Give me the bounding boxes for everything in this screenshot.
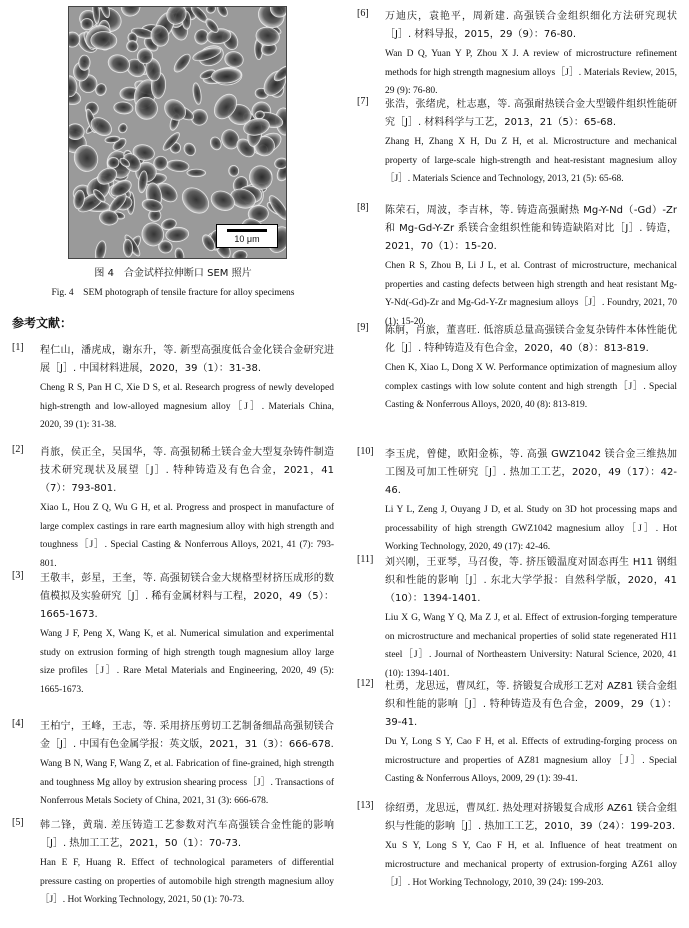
reference-en: Han E F, Huang R. Effect of technological parameters of differential pressure casting on properties of automobile high strength magnesium alloy［J］. Hot Working Technology, 2021, 50 (1): 70-73. [40, 858, 334, 905]
reference-number: [1] [12, 342, 24, 353]
sem-texture [69, 7, 286, 258]
dimple-mark [187, 169, 206, 177]
reference-item [357, 678, 677, 789]
dimple-mark [91, 31, 117, 49]
reference-zh: 王敬丰，彭星，王奎，等. 高强韧镁合金大规格型材挤压成形的数值模拟及实验研究［J］. 稀有金属材料与工程，2020，49（5）：1665-1673. [40, 573, 334, 620]
reference-item [12, 817, 334, 910]
figure-caption-en: Fig. 4 SEM photograph of tensile fracture for alloy specimens [51, 288, 295, 298]
reference-zh: 肖旅，侯正全，吴国华，等. 高强韧稀土镁合金大型复杂铸件制造技术研究现状及展望［J］. 特种铸造及有色合金，2021，41（7）：793-801. [40, 447, 334, 494]
reference-en: Du Y, Long S Y, Cao F H, et al. Effects of extruding-forging process on microstructure and properties of AZ81 magnesium alloy［J］. Special Casting & Nonferrous Alloys, 2009, 29 (1): 39-41. [385, 737, 677, 784]
reference-number: [5] [12, 817, 24, 828]
reference-zh: 刘兴刚，王亚琴，马召俊，等. 挤压锻温度对固态再生 H11 钢组织和性能的影响［J］. 东北大学学报：自然科学版，2020，41（10）：1394-1401. [385, 557, 677, 604]
reference-number: [7] [357, 96, 369, 107]
reference-item [357, 8, 677, 101]
reference-zh: 李玉虎，曾健，欧阳金栋，等. 高强 GWZ1042 镁合金三维热加工图及可加工性研究［J］. 热加工工艺，2020，49（17）：42-46. [385, 449, 677, 496]
reference-en: Wang B N, Wang F, Wang Z, et al. Fabrication of fine-grained, high strength and toughness Mg alloy by extrusion shearing process［J］. Transactions of Nonferrous Metals Society of China, 2021, 31 (3): 666-678. [40, 759, 334, 806]
reference-number: [11] [357, 554, 374, 565]
reference-item [357, 554, 677, 683]
reference-zh: 万迪庆，袁艳平，周新建. 高强镁合金组织细化方法研究现状［J］. 材料导报，2015，29（9）：76-80. [385, 11, 677, 40]
reference-zh: 杜勇，龙思远，曹凤红，等. 挤锻复合成形工艺对 AZ81 镁合金组织和性能的影响［J］. 特种铸造及有色合金，2009，29（1）：39-41. [385, 681, 677, 728]
reference-number: [4] [12, 718, 24, 729]
reference-number: [10] [357, 446, 374, 457]
reference-en: Wang J F, Peng X, Wang K, et al. Numerical simulation and experimental study on extrusion forming of high strength tough magnesium alloy large size profiles［J］. Rare Metal Materials and Engineering, 2020, 49 (5): 1665-1673. [40, 629, 334, 695]
figure-caption-zh: 图 4 合金试样拉伸断口 SEM 照片 [94, 268, 252, 279]
reference-number: [2] [12, 444, 24, 455]
reference-zh: 王柏宁，王峰，王志，等. 采用挤压剪切工艺制备细晶高强韧镁合金［J］. 中国有色金属学报：英文版，2021，31（3）：666-678. [40, 721, 334, 750]
reference-zh: 陈舸，肖旅，董喜旺. 低溶质总量高强镁合金复杂铸件本体性能优化［J］. 特种铸造及有色合金，2020，40（8）：813-819. [385, 325, 677, 354]
reference-number: [9] [357, 322, 369, 333]
reference-number: [6] [357, 8, 369, 19]
reference-zh: 韩二锋，黄瑞. 差压铸造工艺参数对汽车高强镁合金性能的影响［J］. 热加工工艺，2021，50（1）：70-73. [40, 820, 334, 849]
references-heading: 参考文献： [12, 316, 73, 330]
reference-item [357, 322, 677, 415]
reference-item [357, 202, 677, 331]
reference-en: Liu X G, Wang Y Q, Ma Z J, et al. Effect of extrusion-forging temperature on microstructure and mechanical properties of solid state regenerated H11 steel［J］. Journal of Northeastern University: Natural Science, 2020, 41 (10): 1394-1401. [385, 613, 677, 679]
reference-item [357, 800, 677, 893]
reference-number: [8] [357, 202, 369, 213]
scale-bar-line [227, 229, 267, 232]
reference-en: Chen K, Xiao L, Dong X W. Performance optimization of magnesium alloy complex castings with low solute content and high strength［J］. Special Casting & Nonferrous Alloys, 2020, 40 (8): 813-819. [385, 363, 677, 410]
reference-en: Li Y L, Zeng J, Ouyang J D, et al. Study on 3D hot processing maps and processability of high strength GWZ1042 magnesium alloy［J］. Hot Working Technology, 2020, 49 (17): 42-46. [385, 505, 677, 552]
reference-item [12, 444, 334, 573]
reference-en: Zhang H, Zhang X H, Du Z H, et al. Microstructure and mechanical property of large-scale high-strength and heat-resistant magnesium alloy［J］. Materials Science and Technology, 2013, 21 (5): 65-68. [385, 137, 677, 184]
reference-number: [12] [357, 678, 374, 689]
reference-zh: 张浩，张绪虎，杜志惠，等. 高强耐热镁合金大型锻件组织性能研究［J］. 材料科学与工艺，2013，21（5）：65-68. [385, 99, 677, 128]
reference-item [12, 570, 334, 699]
scale-bar-label: 10 μm [234, 233, 260, 244]
reference-en: Cheng R S, Pan H C, Xie D S, et al. Research progress of newly developed high-strength and low-alloyed magnesium alloy［J］. Materials China, 2020, 39 (1): 31-38. [40, 383, 334, 430]
sem-fracture-image [68, 6, 287, 259]
reference-en: Chen R S, Zhou B, Li J L, et al. Contrast of microstructure, mechanical properties and casting defects between high strength and heat resistant Mg-Y-Nd(-Gd)-Zr and Mg-Gd-Y-Zr magnesium alloys［J］. Foundry, 2021, 70 (1): 15-20. [385, 261, 677, 327]
reference-en: Wan D Q, Yuan Y P, Zhou X J. A review of microstructure refinement methods for high strength magnesium alloys［J］. Materials Review, 2015, 29 (9): 76-80. [385, 49, 677, 96]
reference-number: [3] [12, 570, 24, 581]
dimple-mark [78, 55, 90, 71]
reference-item [12, 718, 334, 811]
scale-bar [216, 224, 278, 248]
reference-zh: 陈荣石，周波，李吉林，等. 铸造高强耐热 Mg-Y-Nd（-Gd）-Zr 和 Mg-Gd-Y-Zr 系镁合金组织性能和铸造缺陷对比［J］. 铸造，2021，70（1）：15-20. [385, 205, 677, 252]
reference-number: [13] [357, 800, 374, 811]
reference-item [357, 96, 677, 189]
reference-item [12, 342, 334, 435]
reference-en: Xiao L, Hou Z Q, Wu G H, et al. Progress and prospect in manufacture of large complex castings in rare earth magnesium alloy with high strength and toughness［J］. Special Casting & Nonferrous Alloys, 2021, 41 (7): 793-801. [40, 503, 334, 569]
reference-item [357, 446, 677, 557]
reference-zh: 程仁山，潘虎成，谢东升，等. 新型高强度低合金化镁合金研究进展［J］. 中国材料进展，2020，39（1）：31-38. [40, 345, 334, 374]
reference-en: Xu S Y, Long S Y, Cao F H, et al. Influence of heat treatment on microstructure and mechanical property of extrusion-forging AZ61 alloy［J］. Hot Working Technology, 2010, 39 (24): 199-203. [385, 841, 677, 888]
reference-zh: 徐绍勇，龙思远，曹凤红. 热处理对挤锻复合成形 AZ61 镁合金组织与性能的影响［J］. 热加工工艺，2010，39（24）：199-203. [385, 803, 677, 832]
